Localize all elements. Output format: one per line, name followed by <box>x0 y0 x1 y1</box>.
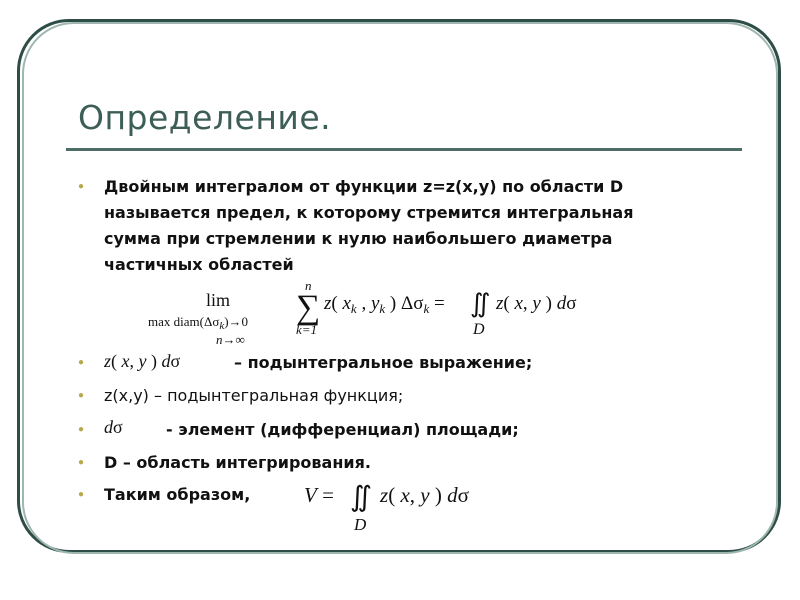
bullet-text-region: D – область интегрирования. <box>104 453 371 472</box>
bullet-text-function: z(x,y) – подынтегральная функция; <box>104 386 404 405</box>
bullet-marker: ● <box>78 390 85 401</box>
region-label: D <box>473 321 485 338</box>
lim-condition: $\max diam(\Delta\sigma_k)\to 0$ <box>148 314 249 332</box>
volume-region-label: D <box>354 515 367 534</box>
sigma-symbol: ∑ <box>296 289 321 326</box>
bullet-text-integrand: – подынтегральное выражение; <box>234 353 533 372</box>
bullet-text-area-element: - элемент (дифференциал) площади; <box>166 420 519 439</box>
svg-text:dσ: dσ <box>104 417 123 437</box>
svg-text:z( x, y ) dσ: z( x, y ) dσ <box>104 351 181 371</box>
svg-text:∬: ∬ <box>350 482 373 513</box>
slide-title: Определение. <box>78 98 332 137</box>
summand: z( $x_k$ , $y_k$ ) $\Delta\sigma_k$ = <box>324 293 445 316</box>
area-element-formula <box>104 414 144 438</box>
integrand: z( x, y ) dσ <box>496 293 577 314</box>
sum-top: n <box>305 278 312 293</box>
volume-formula <box>304 474 504 534</box>
title-divider <box>66 148 742 151</box>
definition-line-4: частичных областей <box>104 255 294 274</box>
bullet-marker: ● <box>78 457 85 468</box>
double-integral: ∬ <box>470 289 491 318</box>
sum-bottom: k=1 <box>296 322 318 337</box>
definition-line-3: сумма при стремлении к нулю наибольшего диаметра <box>104 229 613 248</box>
bullet-marker: ● <box>78 357 85 368</box>
bullet-marker: ● <box>78 424 85 435</box>
bullet-marker: ● <box>78 181 85 192</box>
limit-sum-formula <box>148 278 608 348</box>
integrand-formula <box>104 348 224 372</box>
lim-condition-n: n→∞ <box>216 332 245 347</box>
svg-text:z( x, y ) dσ: z( x, y ) dσ <box>380 483 469 507</box>
svg-text:V =: V = <box>304 483 334 507</box>
bullet-marker: ● <box>78 489 85 500</box>
definition-line-2: называется предел, к которому стремится интегральная <box>104 203 634 222</box>
definition-line-1: Двойным интегралом от функции z=z(x,y) по области D <box>104 177 624 196</box>
bullet-text-thus: Таким образом, <box>104 485 251 504</box>
lim-label: lim <box>206 290 231 310</box>
